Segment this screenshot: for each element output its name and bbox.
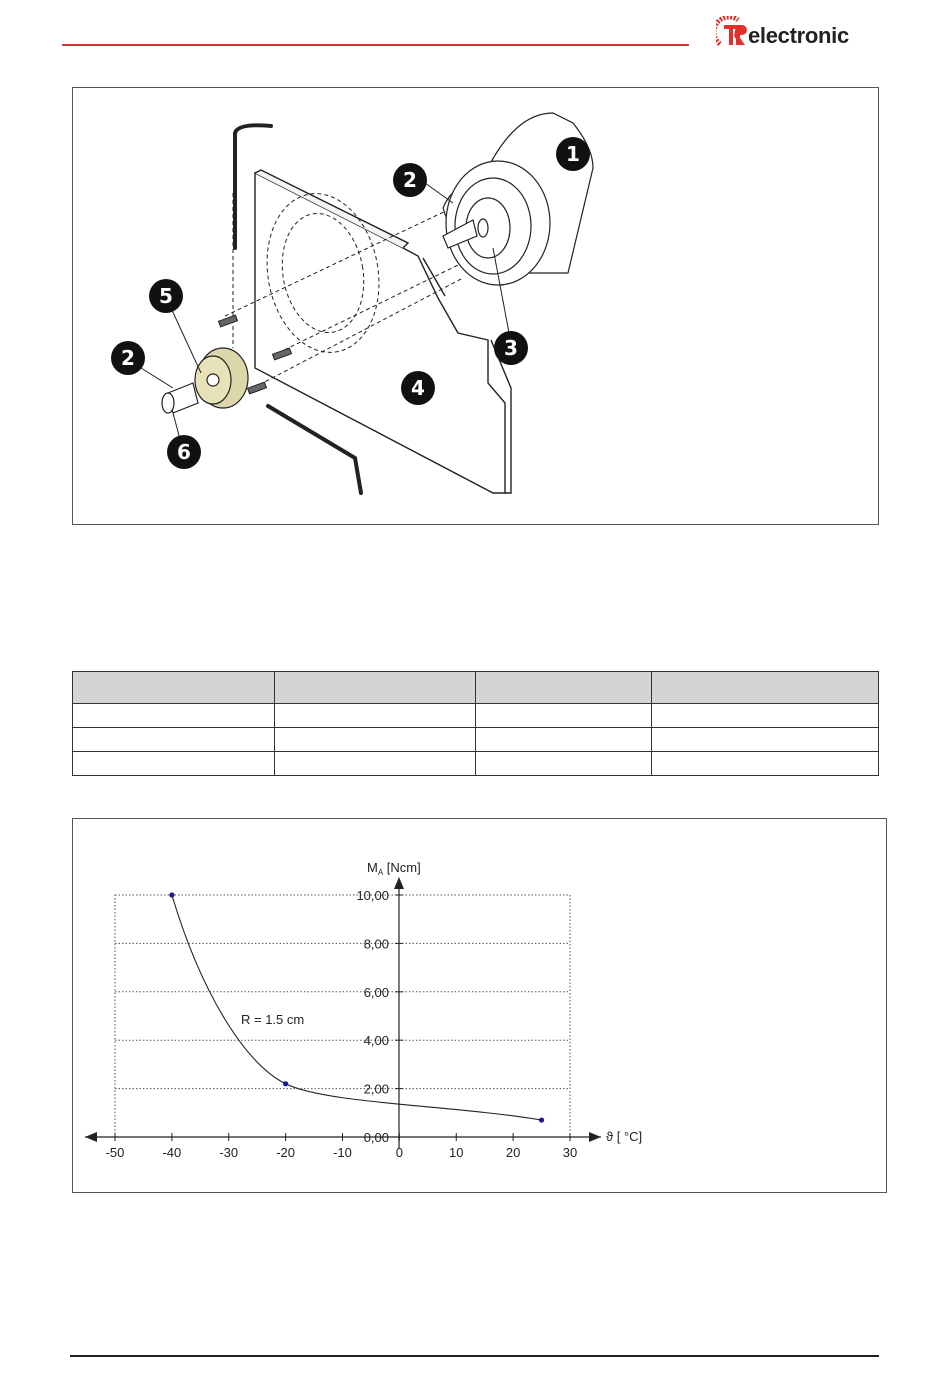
chart-axes: [85, 877, 601, 1149]
x-axis-title: ϑ [ °C]: [606, 1129, 643, 1144]
series-line: [172, 895, 542, 1120]
x-tick-label: 30: [562, 1145, 578, 1160]
table-header-cell: [652, 672, 879, 704]
y-tick-label: 10,00: [356, 888, 389, 903]
encoder-mounting-drawing: [73, 88, 880, 526]
header-rule: [62, 44, 689, 46]
table-cell: [476, 704, 652, 728]
x-tick-label: -40: [162, 1145, 182, 1160]
y-tick-label: 4,00: [363, 1033, 389, 1049]
installation-figure: [72, 87, 879, 525]
x-tick-label: -20: [276, 1145, 296, 1160]
table-header-cell: [73, 672, 275, 704]
table-cell: [275, 704, 476, 728]
data-point: [169, 892, 174, 897]
torque-temperature-chart: [73, 819, 888, 1194]
data-point: [283, 1081, 288, 1086]
callout-2-top-label: 2: [403, 168, 417, 192]
table-row: [73, 704, 879, 728]
table-cell: [275, 752, 476, 776]
callout-3-label: 3: [504, 336, 518, 360]
callout-4-label: 4: [411, 376, 425, 400]
shaft-key: [162, 383, 198, 413]
chart-ticks: [106, 888, 578, 1160]
y-axis-title-sub: A: [377, 868, 384, 877]
table-header-row: [73, 672, 879, 704]
table-row: [73, 752, 879, 776]
table-cell: [275, 728, 476, 752]
data-point: [539, 1117, 544, 1122]
x-axis-right-arrow-icon: [589, 1132, 601, 1142]
curve-annotation: R = 1.5 cm: [241, 1012, 305, 1027]
y-tick-label: 0,00: [363, 1130, 389, 1145]
table-header-cell: [476, 672, 652, 704]
callout-1-label: 1: [566, 142, 580, 166]
table-cell: [73, 752, 275, 776]
y-axis-title-unit: [Ncm]: [383, 860, 421, 875]
callout-6-label: 6: [177, 440, 191, 464]
callout-2-left-label: 2: [121, 346, 135, 370]
y-axis-up-arrow-icon: [394, 877, 404, 889]
table-cell: [476, 728, 652, 752]
x-axis-left-arrow-icon: [85, 1132, 97, 1142]
spec-table: [72, 671, 879, 776]
table-cell: [652, 752, 879, 776]
logo-mark-icon: [716, 16, 748, 50]
callout-5-label: 5: [159, 284, 173, 308]
y-tick-label: 8,00: [363, 936, 389, 952]
company-logo: [716, 16, 876, 50]
x-tick-label: -10: [333, 1145, 352, 1160]
x-tick-label: 0: [395, 1145, 403, 1160]
table-cell: [476, 752, 652, 776]
x-tick-label: -30: [219, 1145, 239, 1160]
y-axis-title: [367, 860, 421, 877]
footer-rule: [70, 1355, 879, 1357]
y-axis-title-main: M: [367, 860, 378, 875]
y-tick-label: 2,00: [363, 1081, 389, 1097]
x-tick-label: -50: [105, 1145, 125, 1160]
x-tick-label: 10: [449, 1145, 464, 1160]
table-cell: [652, 728, 879, 752]
table-cell: [73, 728, 275, 752]
table-row: [73, 728, 879, 752]
y-tick-label: 6,00: [363, 984, 389, 1000]
table-header-cell: [275, 672, 476, 704]
table-cell: [652, 704, 879, 728]
table-cell: [73, 704, 275, 728]
torque-chart-box: [72, 818, 887, 1193]
shaft-coupling: [195, 348, 248, 408]
logo-text: electronic: [748, 23, 849, 48]
x-tick-label: 20: [505, 1145, 521, 1160]
